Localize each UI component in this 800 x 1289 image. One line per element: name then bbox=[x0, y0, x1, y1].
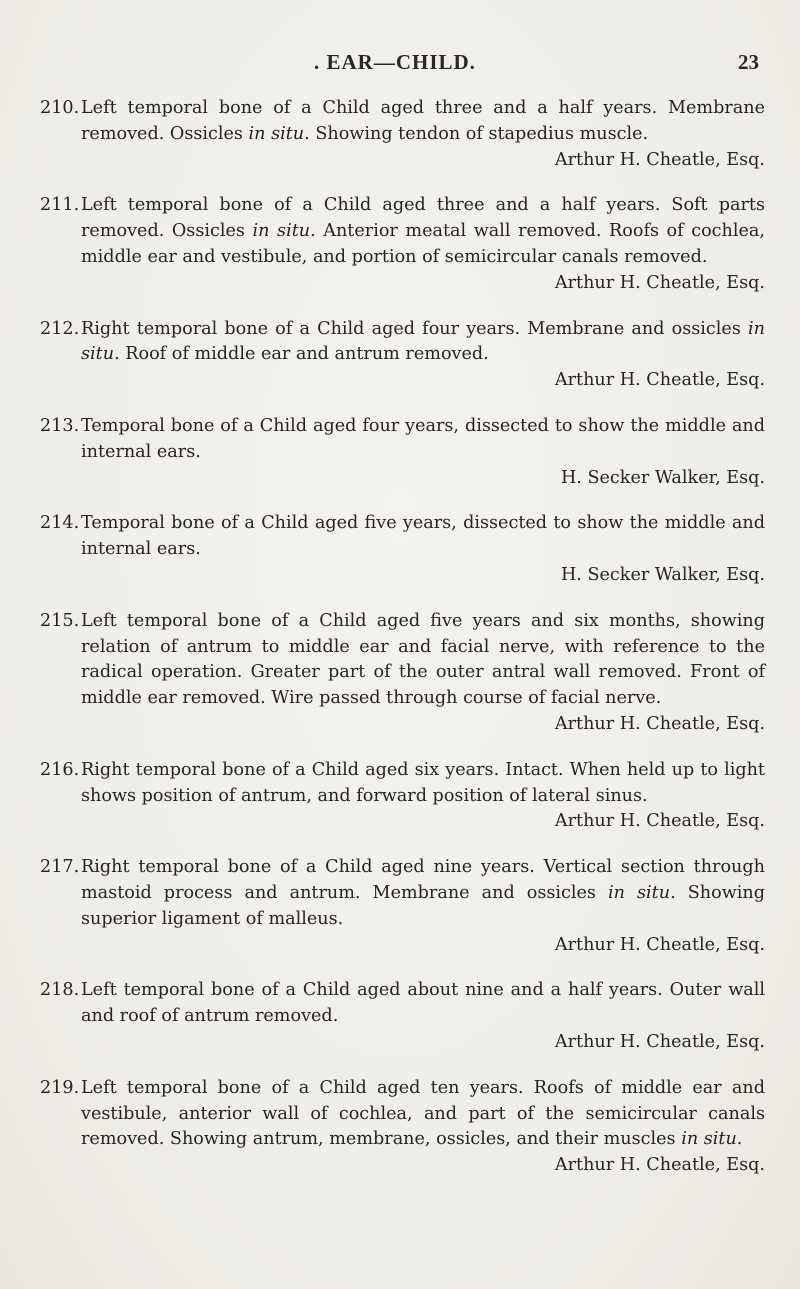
latin-phrase: in situ bbox=[248, 123, 305, 144]
entry-description: Left temporal bone of a Child aged about nine and a half years. Outer wall and roof of antrum removed. bbox=[81, 980, 765, 1027]
entry-description: Temporal bone of a Child aged five years, dissected to show the middle and internal ears. bbox=[81, 513, 765, 560]
entry-description: Right temporal bone of a Child aged four years. Membrane and ossicles in situ. Roof of middle ear and antrum removed. bbox=[81, 318, 765, 365]
catalogue-entry-211 bbox=[40, 193, 780, 296]
entry-description: Temporal bone of a Child aged four years, dissected to show the middle and internal ears. bbox=[81, 415, 765, 462]
entry-number: 213. bbox=[40, 415, 80, 436]
entry-description: Left temporal bone of a Child aged five years and six months, showing relation of antrum to middle ear and facial nerve, with reference to the radical operation. Greater part of the outer antral wall removed. Front of middle ear removed. Wire passed through course of facial nerve. bbox=[81, 610, 765, 709]
page-number: 23 bbox=[738, 50, 759, 74]
entry-description: Left temporal bone of a Child aged ten years. Roofs of middle ear and vestibule, anterior wall of cochlea, and part of the semicircular canals removed. Showing antrum, membrane, ossicles, and their muscles in situ. bbox=[81, 1077, 765, 1150]
latin-phrase: in situ bbox=[252, 221, 311, 242]
entry-description: Right temporal bone of a Child aged nine years. Vertical section through mastoid process and antrum. Membrane and ossicles in situ. Showing superior ligament of malleus. bbox=[81, 857, 765, 929]
entry-donor: Arthur H. Cheatle, Esq. bbox=[554, 1155, 765, 1176]
entry-number: 219. bbox=[40, 1077, 80, 1098]
entry-number: 212. bbox=[40, 318, 80, 339]
latin-phrase: in situ bbox=[608, 882, 671, 903]
entry-donor: Arthur H. Cheatle, Esq. bbox=[554, 370, 765, 391]
entry-number: 210. bbox=[40, 98, 80, 118]
catalogue-entry-213 bbox=[40, 414, 780, 491]
catalogue-entry-217 bbox=[40, 855, 780, 958]
catalogue-entry-215 bbox=[40, 609, 780, 738]
entry-number: 218. bbox=[40, 980, 80, 1001]
latin-phrase: in situ bbox=[681, 1129, 737, 1150]
entry-number: 211. bbox=[40, 195, 80, 216]
entry-description: Right temporal bone of a Child aged six years. Intact. When held up to light shows position of antrum, and forward position of lateral sinus. bbox=[81, 759, 765, 806]
catalogue-entry-212 bbox=[40, 317, 780, 394]
catalogue-entry-210 bbox=[40, 96, 780, 173]
entry-number: 216. bbox=[40, 759, 80, 780]
catalogue-entry-218 bbox=[40, 978, 780, 1055]
entry-number: 217. bbox=[40, 857, 80, 878]
entry-list bbox=[40, 96, 780, 1199]
running-head: . EAR—CHILD. bbox=[314, 50, 476, 74]
page-header bbox=[0, 50, 800, 80]
catalogue-entry-214 bbox=[40, 511, 780, 588]
entry-donor: Arthur H. Cheatle, Esq. bbox=[554, 1031, 765, 1052]
latin-phrase: in situ bbox=[81, 318, 765, 365]
catalogue-entry-219 bbox=[40, 1076, 780, 1179]
entry-donor: Arthur H. Cheatle, Esq. bbox=[554, 713, 765, 734]
entry-number: 215. bbox=[40, 610, 80, 631]
catalogue-entry-216 bbox=[40, 758, 780, 835]
entry-donor: Arthur H. Cheatle, Esq. bbox=[554, 272, 765, 293]
entry-donor: Arthur H. Cheatle, Esq. bbox=[554, 811, 765, 832]
entry-number: 214. bbox=[40, 513, 80, 534]
entry-description: Left temporal bone of a Child aged three and a half years. Soft parts removed. Ossicles in situ. Anterior meatal wall removed. Roofs of cochlea, middle ear and vestibule, and portion of semicircular canals removed. bbox=[81, 195, 765, 267]
entry-donor: H. Secker Walker, Esq. bbox=[560, 564, 765, 585]
entry-donor: Arthur H. Cheatle, Esq. bbox=[554, 934, 765, 955]
entry-donor: Arthur H. Cheatle, Esq. bbox=[554, 149, 765, 170]
entry-description: Left temporal bone of a Child aged three and a half years. Membrane removed. Ossicles in situ. Showing tendon of stapedius muscle. bbox=[81, 98, 765, 144]
entry-donor: H. Secker Walker, Esq. bbox=[560, 467, 765, 488]
